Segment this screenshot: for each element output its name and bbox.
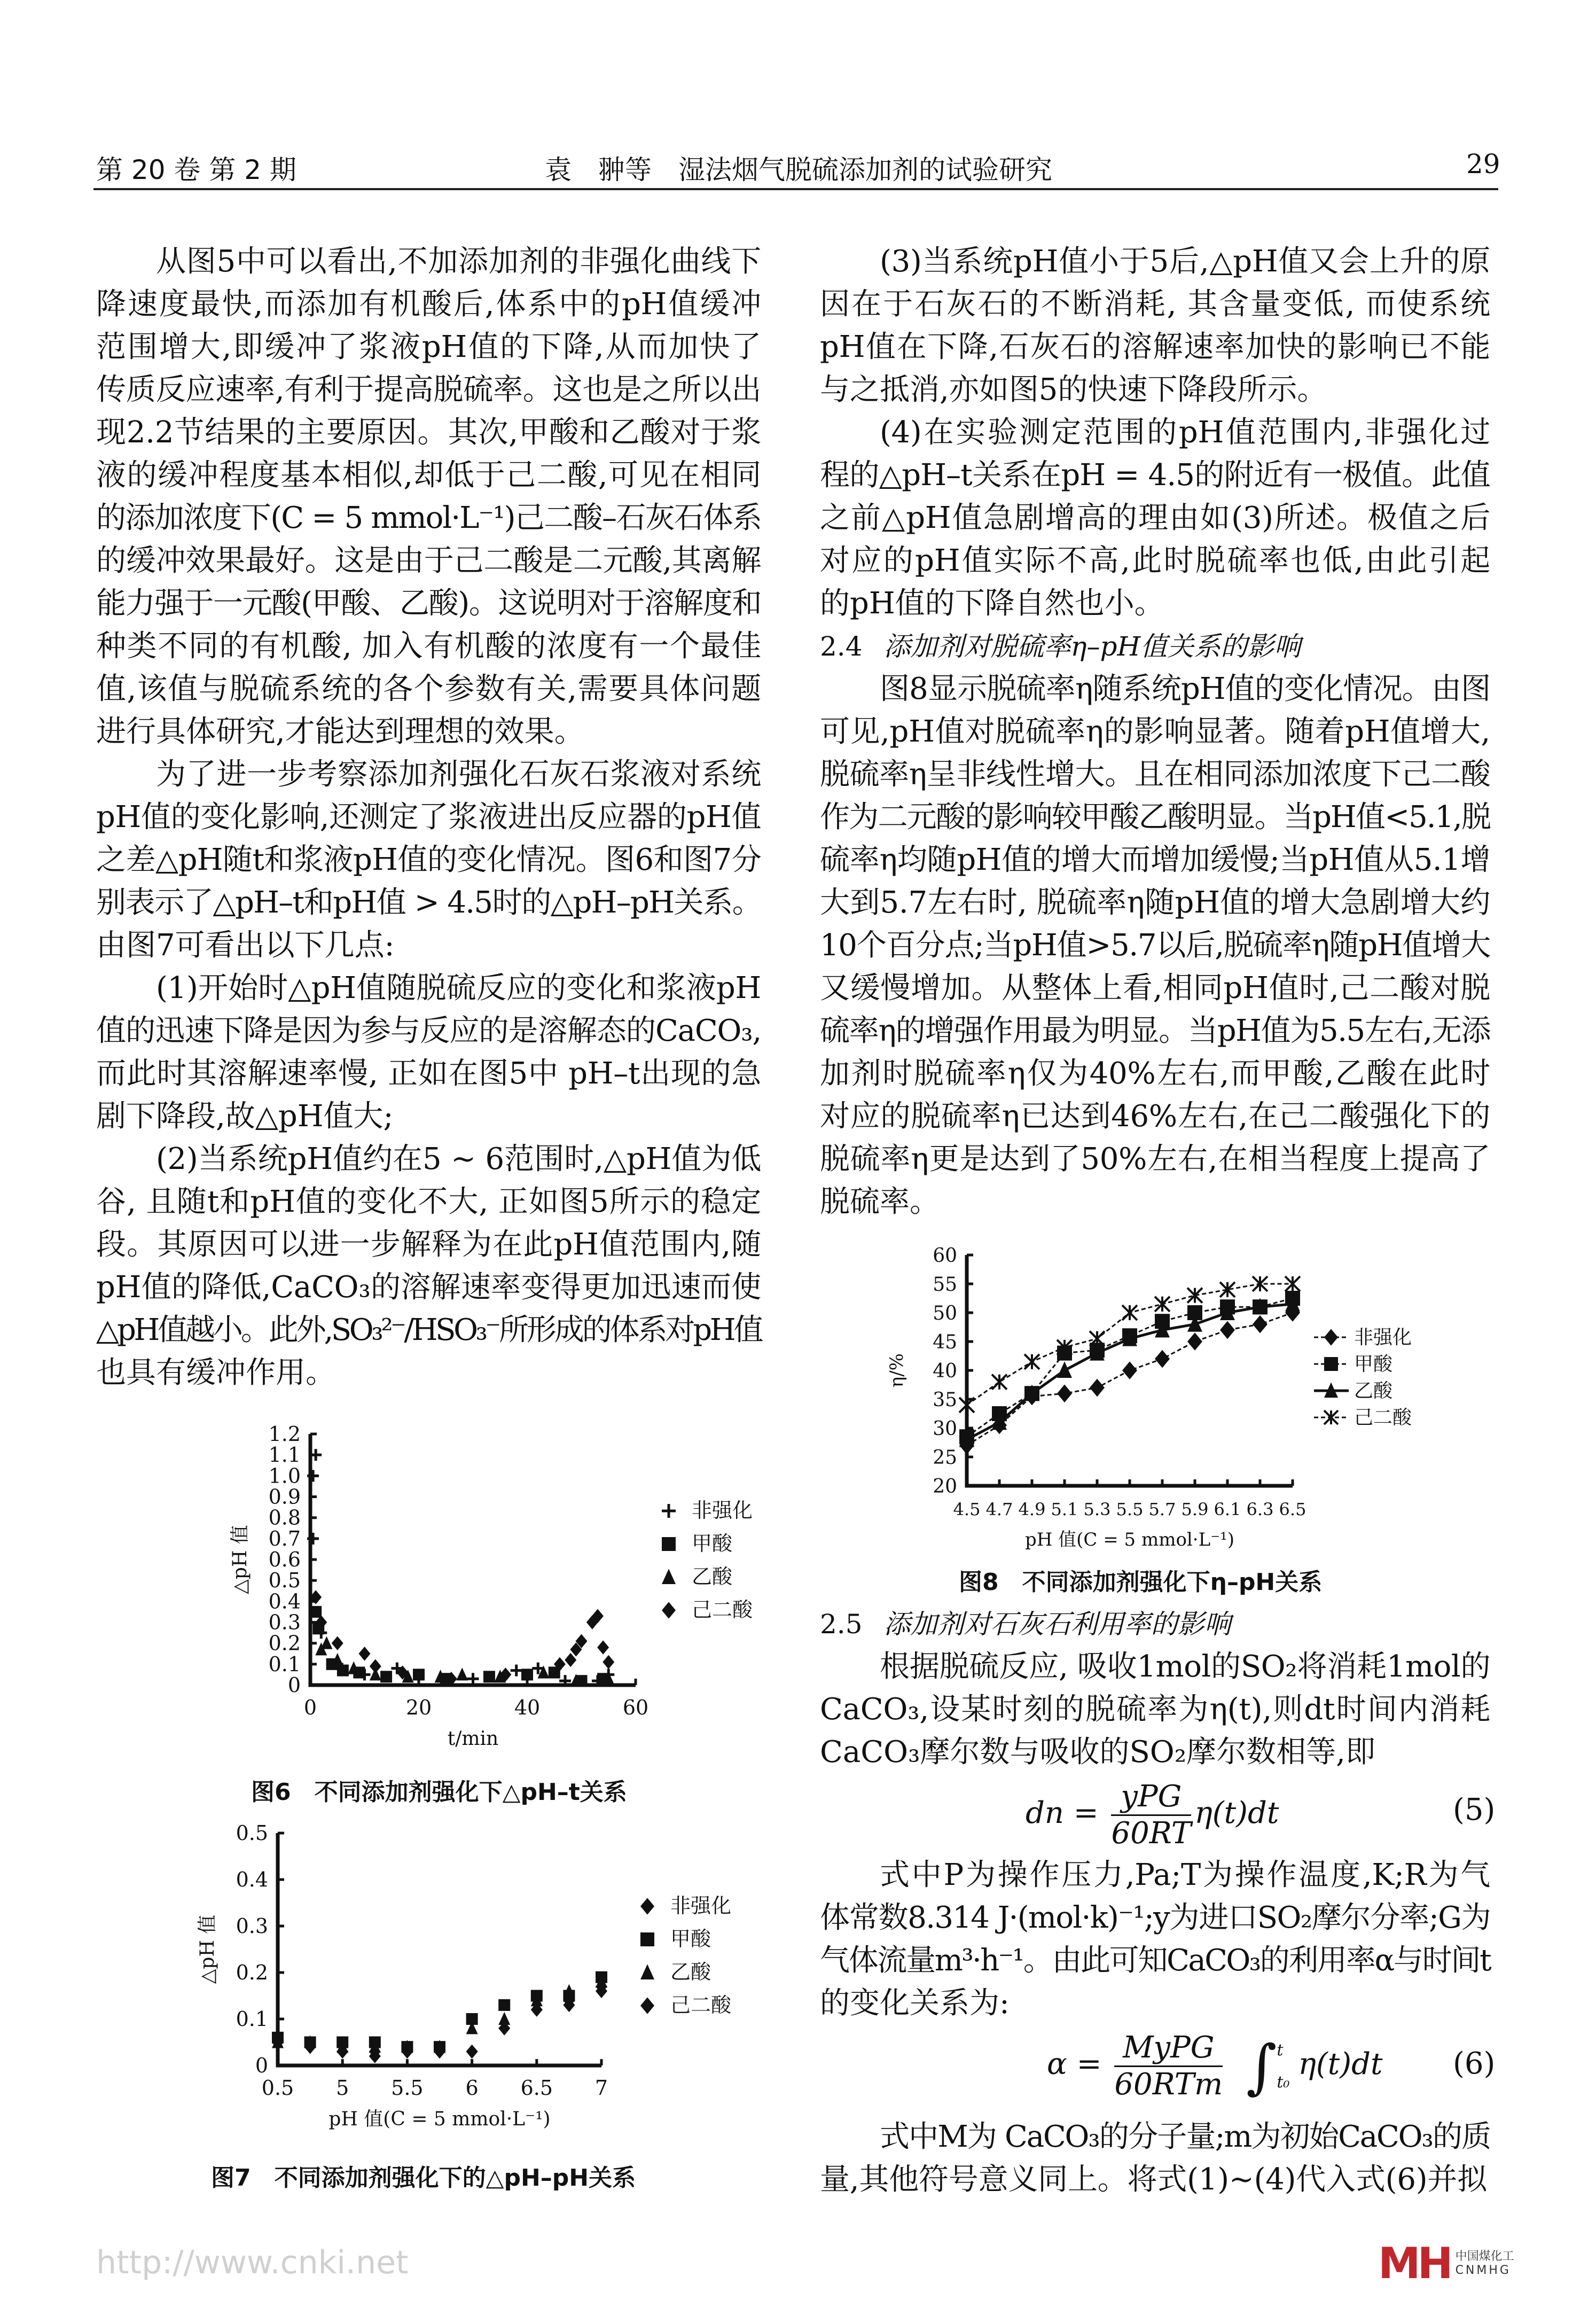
running-title: 袁 翀等 湿法烟气脱硫添加剂的试验研究	[545, 154, 1052, 185]
y-tick-label: 0.2	[236, 1961, 268, 1984]
text-line: 的变化关系为:	[820, 1986, 1010, 2021]
legend-marker	[662, 1504, 676, 1518]
legend-label: 甲酸	[670, 1927, 711, 1951]
text-line: 的pH值的下降自然也小。	[820, 586, 1164, 621]
x-tick-label: 7	[594, 2076, 608, 2100]
data-point	[413, 1669, 425, 1680]
text-line: 硫率η均随pH值的增大而增加缓慢;当pH值从5.1增	[820, 843, 1490, 877]
page-number: 29	[1466, 149, 1500, 180]
eq-lhs: dn =	[1026, 1796, 1099, 1830]
text-line: 种类不同的有机酸, 加入有机酸的浓度有一个最佳	[96, 629, 761, 664]
lower-limit: t₀	[1277, 2072, 1290, 2092]
watermark: http://www.cnki.net	[96, 2244, 409, 2281]
section-title: 添加剂对石灰石利用率的影响	[883, 1609, 1231, 1640]
text-line: 值,该值与脱硫系统的各个参数有关,需要具体问题	[96, 672, 761, 706]
logo-line-2: CNMHG	[1455, 2263, 1511, 2277]
x-tick-label: 5.5	[391, 2076, 424, 2100]
text-line: pH值的降低,CaCO₃的溶解速率变得更加迅速而使	[96, 1270, 761, 1305]
eq-rhs: η(t)dt	[1298, 2047, 1383, 2082]
y-tick-label: 1.2	[268, 1422, 301, 1446]
x-tick-label: 5.3	[1083, 1499, 1111, 1519]
data-point	[521, 1669, 533, 1680]
data-point	[332, 1636, 343, 1650]
y-tick-label: 0.3	[236, 1914, 268, 1938]
y-tick-label: 60	[933, 1245, 957, 1267]
x-tick-label: 0.5	[261, 2076, 294, 2100]
text-line: 体常数8.314 J·(mol·k)⁻¹;y为进口SO₂摩尔分率;G为	[820, 1900, 1490, 1935]
legend-marker	[640, 1964, 654, 1979]
data-point	[370, 1659, 381, 1673]
legend-label: 己二酸	[692, 1598, 753, 1622]
equation-number: (5)	[1453, 1792, 1496, 1827]
x-tick-label: 5.9	[1181, 1499, 1209, 1519]
text-line: 液的缓冲程度基本相似,却低于己二酸,可见在相同	[96, 458, 761, 493]
journal-volume: 第 20 卷 第 2 期	[96, 154, 296, 185]
text-line: CaCO₃摩尔数与吸收的SO₂摩尔数相等,即	[820, 1735, 1375, 1769]
denominator: 60RTm	[1114, 2067, 1223, 2102]
text-line: 气体流量m³·h⁻¹。由此可知CaCO₃的利用率α与时间t	[820, 1943, 1490, 1978]
axes	[278, 1833, 601, 2065]
legend-label: 甲酸	[1354, 1353, 1393, 1375]
section-number: 2.4	[820, 631, 863, 662]
y-tick-label: 0.1	[268, 1652, 301, 1676]
fig6-chart	[229, 1422, 753, 1750]
numerator: yPG	[1111, 1779, 1191, 1816]
text-line: 大到5.7左右时, 脱硫率η随pH值的增大急剧增大约	[820, 885, 1490, 920]
text-line: 可见,pH值对脱硫率η的影响显著。随着pH值增大,	[820, 714, 1490, 749]
text-line: 程的△pH–t关系在pH = 4.5的附近有一极值。此值	[820, 458, 1490, 493]
data-point	[959, 1398, 974, 1413]
x-tick-label: 4.7	[985, 1499, 1013, 1519]
text-line: 10个百分点;当pH值>5.7以后,脱硫率η随pH值增大	[820, 928, 1490, 963]
text-line: (3)当系统pH值小于5后,△pH值又会上升的原	[880, 244, 1490, 279]
x-tick-label: 6.5	[1279, 1499, 1306, 1519]
legend-marker	[640, 1932, 654, 1946]
legend-marker	[1324, 1357, 1338, 1371]
figure-6-caption: 图6 不同添加剂强化下△pH–t关系	[251, 1779, 627, 1806]
data-point	[1155, 1350, 1170, 1368]
text-line: 别表示了△pH–t和pH值 > 4.5时的△pH–pH关系。	[96, 885, 761, 920]
axes	[310, 1434, 636, 1685]
x-axis-label: pH 值(C = 5 mmol·L⁻¹)	[328, 2108, 551, 2130]
y-tick-label: 20	[933, 1476, 957, 1498]
y-tick-label: 0.8	[268, 1506, 301, 1530]
data-point	[1220, 1282, 1235, 1297]
y-tick-label: 0.2	[268, 1631, 301, 1655]
y-tick-label: 45	[933, 1331, 957, 1353]
legend-label: 非强化	[692, 1499, 753, 1522]
numerator: MyPG	[1114, 2030, 1223, 2067]
legend-marker	[640, 1997, 654, 2014]
text-line: 量,其他符号意义同上。将式(1)~(4)代入式(6)并拟	[820, 2162, 1487, 2197]
logo-line-1: 中国煤化工	[1455, 2249, 1514, 2263]
text-line: 值的迅速下降是因为参与反应的是溶解态的CaCO₃,	[96, 1014, 761, 1048]
text-line: 作为二元酸的影响较甲酸乙酸明显。当pH值<5.1,脱	[820, 800, 1490, 835]
y-tick-label: 0.7	[268, 1526, 301, 1550]
data-point	[1155, 1297, 1170, 1312]
y-tick-label: 0.3	[268, 1610, 301, 1634]
section-number: 2.5	[820, 1609, 863, 1640]
data-point	[1024, 1354, 1039, 1369]
y-tick-label: 1.1	[268, 1443, 301, 1467]
text-line: 能力强于一元酸(甲酸、乙酸)。这说明对于溶解度和	[96, 586, 761, 621]
data-point	[1057, 1361, 1072, 1378]
text-line: 图8显示脱硫率η随系统pH值的变化情况。由图	[880, 672, 1490, 706]
y-tick-label: 30	[933, 1418, 957, 1440]
y-tick-label: 0.1	[236, 2007, 268, 2031]
upper-limit: t	[1277, 2040, 1284, 2060]
x-tick-label: 5.7	[1148, 1499, 1176, 1519]
text-line: 剧下降段,故△pH值大;	[96, 1099, 394, 1134]
data-point	[310, 1606, 322, 1618]
y-axis-label: △pH 值	[229, 1525, 251, 1594]
section-title: 添加剂对脱硫率η–pH值关系的影响	[883, 631, 1301, 662]
text-line: 的添加浓度下(C = 5 mmol·L⁻¹)己二酸–石灰石体系	[96, 501, 761, 535]
y-tick-label: 35	[933, 1389, 957, 1411]
y-tick-label: 0.5	[236, 1821, 268, 1845]
data-point	[1122, 1361, 1137, 1379]
legend-label: 乙酸	[692, 1565, 733, 1588]
text-line: 降速度最快,而添加有机酸后,体系中的pH值缓冲	[96, 287, 761, 322]
data-point	[1187, 1288, 1202, 1303]
figure-7-caption: 图7 不同添加剂强化下的△pH–pH关系	[211, 2164, 636, 2192]
y-tick-label: 0.6	[268, 1548, 301, 1571]
legend-label: 甲酸	[692, 1532, 733, 1555]
text-line: 进行具体研究,才能达到理想的效果。	[96, 714, 584, 749]
text-line: 范围增大,即缓冲了浆液pH值的下降,从而加快了	[96, 330, 761, 364]
data-point	[597, 1640, 609, 1654]
text-line: 根据脱硫反应, 吸收1mol的SO₂将消耗1mol的	[880, 1649, 1490, 1684]
data-point	[466, 2045, 478, 2059]
text-line: 对应的脱硫率η已达到46%左右,在己二酸强化下的	[820, 1099, 1490, 1134]
x-tick-label: 6	[465, 2076, 479, 2100]
y-tick-label: 0	[255, 2054, 268, 2077]
text-line: 而此时其溶解速率慢, 正如在图5中 pH–t出现的急	[96, 1056, 761, 1091]
x-tick-label: 40	[514, 1696, 541, 1719]
equation-number: (6)	[1453, 2046, 1496, 2081]
text-line: 式中M为 CaCO₃的分子量;m为初始CaCO₃的质	[880, 2119, 1490, 2154]
data-point	[511, 1665, 522, 1677]
text-line: 段。其原因可以进一步解释为在此pH值范围内,随	[96, 1227, 761, 1262]
y-tick-label: 0	[287, 1673, 301, 1697]
x-axis-label: t/min	[447, 1728, 499, 1750]
x-axis-label: pH 值(C = 5 mmol·L⁻¹)	[1024, 1529, 1235, 1550]
x-tick-label: 20	[405, 1696, 432, 1719]
data-point	[1057, 1384, 1072, 1402]
x-tick-label: 6.1	[1214, 1499, 1241, 1519]
logo-mark: MH	[1378, 2239, 1450, 2288]
data-point	[337, 1665, 349, 1677]
legend-label: 己二酸	[1354, 1407, 1412, 1429]
data-point	[1253, 1315, 1268, 1334]
text-line: CaCO₃,设某时刻的脱硫率为η(t),则dt时间内消耗	[820, 1692, 1490, 1727]
y-axis-label: △pH 值	[197, 1914, 218, 1984]
y-tick-label: 0.4	[236, 1868, 268, 1891]
x-tick-label: 5	[336, 2076, 349, 2100]
legend-marker	[640, 1898, 654, 1914]
text-line: 传质反应速率,有利于提高脱硫率。这也是之所以出	[96, 372, 761, 407]
publisher-logo	[1378, 2239, 1514, 2288]
text-line: (2)当系统pH值约在5 ~ 6范围时,△pH值为低	[156, 1142, 761, 1176]
text-line: 现2.2节结果的主要原因。其次,甲酸和乙酸对于浆	[96, 415, 761, 450]
legend-label: 己二酸	[670, 1993, 732, 2017]
legend-label: 非强化	[1354, 1327, 1412, 1348]
text-line: pH值的变化影响,还测定了浆液进出反应器的pH值	[96, 800, 761, 835]
x-tick-label: 5.1	[1051, 1499, 1078, 1519]
data-point	[456, 1667, 468, 1680]
legend-label: 乙酸	[1354, 1380, 1393, 1402]
fig7-chart	[197, 1821, 732, 2130]
legend-label: 乙酸	[670, 1960, 711, 1984]
data-point	[603, 1655, 614, 1669]
y-axis-label: η/%	[886, 1353, 907, 1388]
text-line: (4)在实验测定范围的pH值范围内,非强化过	[880, 415, 1490, 450]
y-tick-label: 1.0	[268, 1464, 301, 1488]
text-line: (1)开始时△pH值随脱硫反应的变化和浆液pH	[156, 971, 761, 1005]
text-line: 对应的pH值实际不高,此时脱硫率也低,由此引起	[820, 543, 1490, 578]
data-point	[1090, 1331, 1105, 1346]
legend-label: 非强化	[670, 1894, 732, 1917]
data-point	[1187, 1332, 1202, 1351]
text-line: 脱硫率η更是达到了50%左右,在相当程度上提高了	[820, 1142, 1490, 1176]
legend-marker	[662, 1569, 676, 1584]
text-line: 从图5中可以看出,不加添加剂的非强化曲线下	[156, 244, 761, 279]
text-line: 又缓慢增加。从整体上看,相同pH值时,己二酸对脱	[820, 971, 1490, 1005]
figure-8-caption: 图8 不同添加剂强化下η–pH关系	[959, 1569, 1323, 1596]
x-tick-label: 0	[303, 1696, 317, 1719]
text-line: 之差△pH随t和浆液pH值的变化情况。图6和图7分	[96, 843, 761, 877]
text-line: 谷, 且随t和pH值的变化不大, 正如图5所示的稳定	[96, 1184, 761, 1219]
y-tick-label: 0.9	[268, 1485, 301, 1509]
text-line: 也具有缓冲作用。	[96, 1355, 335, 1390]
eq-lhs: α =	[1047, 2047, 1102, 2082]
text-line: 脱硫率η呈非线性增大。且在相同添加浓度下己二酸	[820, 757, 1490, 792]
legend-marker	[662, 1602, 676, 1618]
data-point	[992, 1375, 1007, 1390]
x-tick-label: 5.5	[1116, 1499, 1144, 1519]
data-point	[1220, 1321, 1235, 1339]
legend-marker	[1324, 1329, 1338, 1345]
data-point	[467, 1673, 479, 1685]
text-line: 因在于石灰石的不断消耗, 其含量变低, 而使系统	[820, 287, 1490, 322]
text-line: 之前△pH值急剧增高的理由如(3)所述。极值之后	[820, 501, 1490, 535]
data-point	[1122, 1305, 1137, 1320]
text-line: 为了进一步考察添加剂强化石灰石浆液对系统	[156, 757, 761, 792]
text-line: 式中P为操作压力,Pa;T为操作温度,K;R为气	[880, 1858, 1490, 1892]
text-line: 脱硫率。	[820, 1184, 940, 1219]
denominator: 60RT	[1111, 1816, 1192, 1851]
data-point	[380, 1671, 392, 1682]
fig8-chart	[886, 1245, 1412, 1550]
x-tick-label: 60	[622, 1696, 649, 1719]
logo-text	[1456, 2250, 1514, 2278]
y-tick-label: 25	[933, 1447, 957, 1469]
text-line: pH值在下降,石灰石的溶解速率加快的影响已不能	[820, 330, 1490, 364]
y-tick-label: 50	[933, 1303, 957, 1324]
data-point	[498, 1999, 510, 2011]
text-line: 由图7可看出以下几点:	[96, 928, 395, 963]
integral-sign: ∫	[1246, 2032, 1277, 2101]
legend-marker	[662, 1537, 676, 1551]
text-line: 的缓冲效果最好。这是由于己二酸是二元酸,其离解	[96, 543, 761, 578]
x-tick-label: 6.5	[520, 2076, 553, 2100]
x-tick-label: 6.3	[1246, 1499, 1274, 1519]
y-tick-label: 0.5	[268, 1569, 301, 1593]
text-line: △pH值越小。此外,SO₃²⁻/HSO₃⁻所形成的体系对pH值	[96, 1313, 761, 1347]
y-tick-label: 0.4	[268, 1589, 301, 1613]
data-point	[483, 1671, 495, 1682]
eq-rhs: η(t)dt	[1194, 1796, 1279, 1830]
data-point	[1090, 1379, 1105, 1397]
text-line: 加剂时脱硫率η仅为40%左右,而甲酸,乙酸在此时	[820, 1056, 1490, 1091]
x-tick-label: 4.5	[953, 1499, 981, 1519]
data-point	[565, 1653, 576, 1667]
x-tick-label: 4.9	[1018, 1499, 1046, 1519]
y-tick-label: 55	[933, 1274, 957, 1296]
text-line: 与之抵消,亦如图5的快速下降段所示。	[820, 372, 1327, 407]
data-point	[359, 1647, 371, 1661]
text-line: 硫率η的增强作用最为明显。当pH值为5.5左右,无添	[820, 1014, 1490, 1048]
y-tick-label: 40	[933, 1360, 957, 1382]
